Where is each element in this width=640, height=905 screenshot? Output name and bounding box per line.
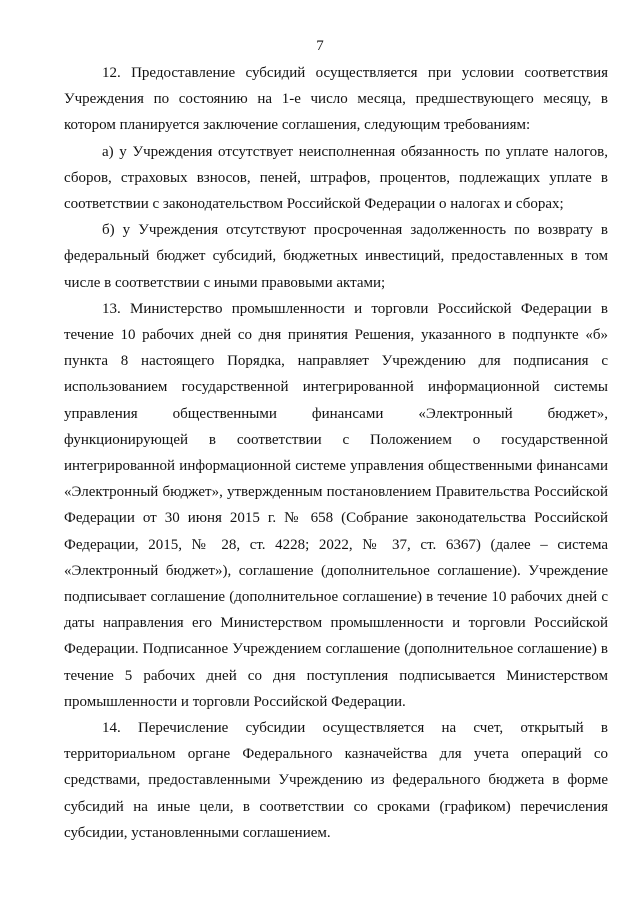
paragraph-14: 14. Перечисление субсидии осуществляется на счет, открытый в территориальном органе Федерального казначейства для учета операций со средствами, предоставленными Учреждению из федерального бюджета в форме субсидий на иные цели, в соответствии со сроками (графиком) перечисления субсидии, установленными соглашением.	[64, 720, 608, 841]
paragraph-12b: б) у Учреждения отсутствуют просроченная задолженность по возврату в федеральный бюджет субсидий, бюджетных инвестиций, предоставленных в том числе в соответствии с иными правовыми актами;	[64, 222, 608, 291]
document-body	[64, 60, 608, 846]
paragraph-13: 13. Министерство промышленности и торговли Российской Федерации в течение 10 рабочих дней со дня принятия Решения, указанного в подпункте «б» пункта 8 настоящего Порядка, направляет Учреждению для подписания с использованием государственной интегрированной информационной системы управления общественными финансами «Электронный бюджет», функционирующей в соответствии с Положением о государственной интегрированной информационной системе управления общественными финансами «Электронный бюджет», утвержденным постановлением Правительства Российской Федерации от 30 июня 2015 г. № 658 (Собрание законодательства Российской Федерации, 2015, № 28, ст. 4228; 2022, № 37, ст. 6367) (далее – система «Электронный бюджет»), соглашение (дополнительное соглашение). Учреждение подписывает соглашение (дополнительное соглашение) в течение 10 рабочих дней с даты направления его Министерством промышленности и торговли Российской Федерации. Подписанное Учреждением соглашение (дополнительное соглашение) в течение 5 рабочих дней со дня поступления подписывается Министерством промышленности и торговли Российской Федерации.	[64, 300, 608, 710]
paragraph-12a: а) у Учреждения отсутствует неисполненная обязанность по уплате налогов, сборов, страховых взносов, пеней, штрафов, процентов, подлежащих уплате в соответствии с законодательством Российской Федерации о налогах и сборах;	[64, 143, 608, 213]
paragraph-12: 12. Предоставление субсидий осуществляется при условии соответствия Учреждения по состоянию на 1-е число месяца, предшествующего месяцу, в котором планируется заключение соглашения, следующим требованиям:	[64, 65, 608, 134]
page-number: 7	[316, 38, 324, 54]
